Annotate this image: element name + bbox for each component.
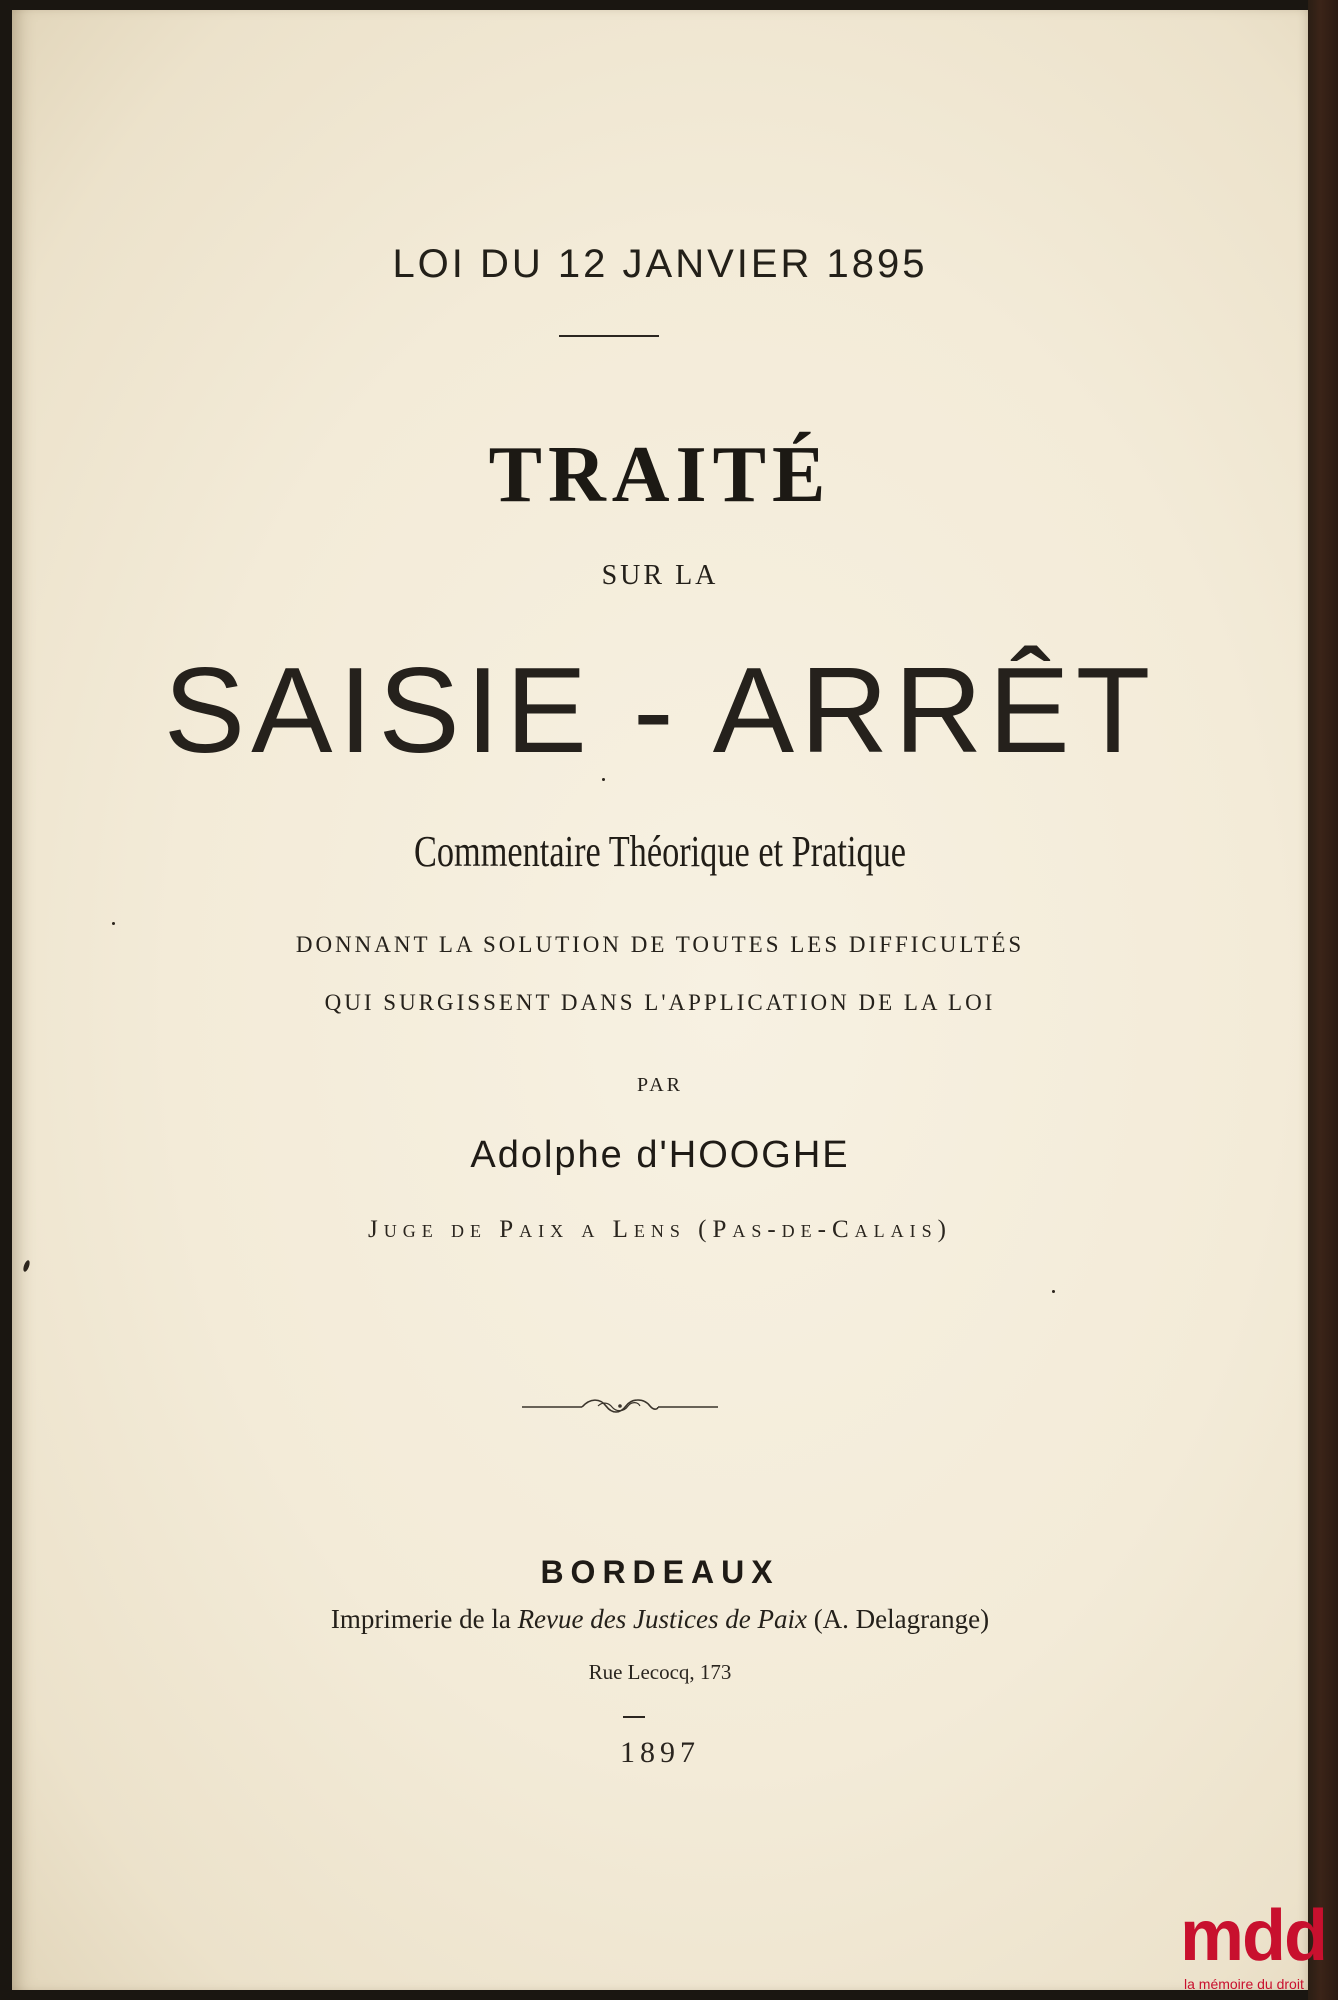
ink-speck — [112, 922, 115, 925]
imprint-printer — [12, 1604, 1308, 1635]
printer-journal: Revue des Justices de Paix — [517, 1604, 807, 1634]
title-sur-la: SUR LA — [601, 560, 719, 591]
printer-prefix: Imprimerie de la — [330, 1604, 511, 1634]
description-line-2: QUI SURGISSENT DANS L'APPLICATION DE LA LOI — [324, 990, 996, 1015]
short-rule — [623, 1716, 645, 1718]
ornament-flourish-icon — [520, 1394, 720, 1418]
imprint-year: 1897 — [620, 1736, 700, 1769]
divider-rule — [559, 335, 659, 337]
printer-suffix: (A. Delagrange) — [813, 1604, 990, 1634]
mdd-logo — [1180, 1896, 1330, 1996]
subtitle: Commentaire Théorique et Pratique — [413, 827, 907, 876]
book-binding-edge — [1308, 0, 1338, 2000]
ink-speck — [602, 778, 605, 781]
logo-caption: la mémoire du droit — [1184, 1976, 1304, 1992]
ink-speck — [1052, 1290, 1055, 1293]
title-traite: TRAITÉ — [488, 431, 832, 519]
by-label: PAR — [636, 1074, 684, 1096]
title-page — [12, 10, 1308, 1990]
description-line-1: DONNANT LA SOLUTION DE TOUTES LES DIFFICULTÉS — [295, 932, 1025, 957]
title-subject: SAISIE - ARRÊT — [163, 642, 1157, 778]
ink-speck — [22, 1260, 31, 1273]
author-name: Adolphe d'HOOGHE — [470, 1134, 850, 1176]
imprint-address: Rue Lecocq, 173 — [588, 1660, 732, 1684]
author-title: Juge de Paix a Lens (Pas-de-Calais) — [367, 1216, 953, 1243]
law-date-line: LOI DU 12 JANVIER 1895 — [392, 242, 928, 286]
imprint-city: BORDEAUX — [540, 1554, 780, 1590]
logo-letters: mdd — [1180, 1896, 1326, 1976]
